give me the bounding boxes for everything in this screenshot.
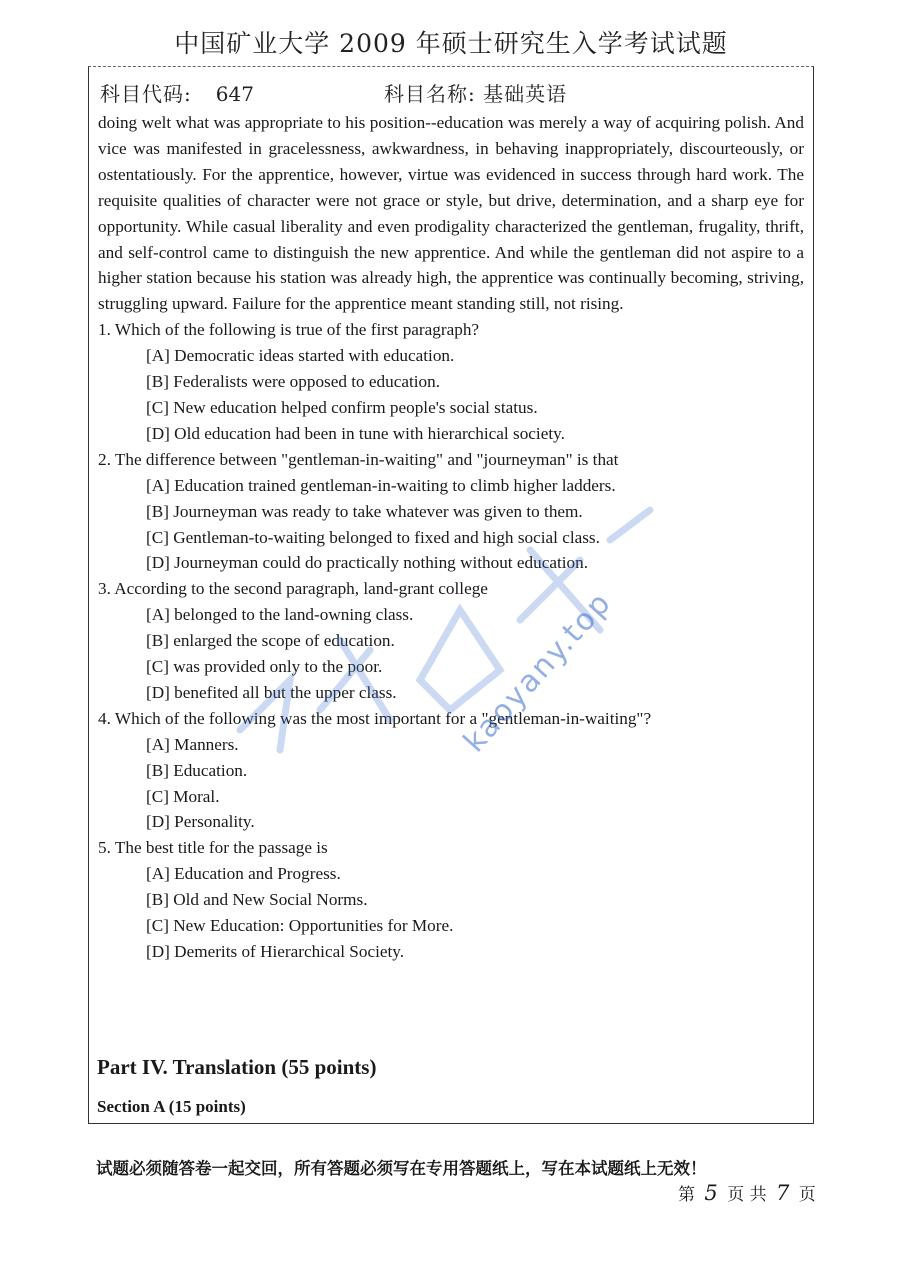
section-heading: Section A (15 points): [97, 1097, 246, 1116]
subject-code-label: 科目代码:: [100, 82, 192, 106]
option-c: [C] was provided only to the poor.: [146, 657, 383, 677]
question-2: [98, 447, 804, 577]
option-d: [D] Demerits of Hierarchical Society.: [146, 942, 405, 961]
question-stem: 1. Which of the following is true of the first paragraph?: [98, 320, 480, 340]
page-suffix: 页: [798, 1185, 816, 1205]
option-c: [C] Moral.: [146, 786, 220, 806]
question-1: [98, 317, 804, 447]
exam-content: [98, 110, 804, 965]
option-b: [B] Education.: [146, 760, 248, 780]
option-a: [A] Education trained gentleman-in-waiting to climb higher ladders.: [146, 475, 616, 495]
option-b: [B] enlarged the scope of education.: [146, 631, 395, 651]
subject-name: 科目名称: 基础英语: [384, 82, 568, 106]
watermark-text: kaoyany.top: [456, 584, 619, 760]
question-5: [98, 835, 804, 965]
option-b: [B] Federalists were opposed to education.: [146, 372, 441, 392]
question-stem: 4. Which of the following was the most important for a "gentleman-in-waiting"?: [98, 708, 652, 728]
question-3: [98, 576, 804, 706]
reading-passage: doing welt what was appropriate to his position--education was merely a way of acquiring polish. And vice was manifested in gracelessness, awkwardness, in behaving inappropriately, discourteously, or ostentatiously. For the apprentice, however, virtue was evidenced in success through hard work. The requisite qualities of character were not grace or style, but drive, determination, and a sharp eye for opportunity. While casual liberality and even prodigality characterized the gentleman, frugality, thrift, and self-control came to distinguish the new apprentice. And while the gentleman did not aspire to a higher station because his station was already high, the apprentice was continually becoming, striving, struggling upward. Failure for the apprentice meant standing still, not rising.: [98, 113, 804, 314]
part-heading: Part IV. Translation (55 points): [97, 1055, 377, 1079]
option-d: [D] benefited all but the upper class.: [146, 682, 397, 702]
option-d: [D] Old education had been in tune with hierarchical society.: [146, 423, 565, 443]
option-a: [A] Democratic ideas started with education.: [146, 346, 455, 366]
subject-info: [100, 78, 800, 107]
option-d: [D] Personality.: [146, 812, 255, 832]
question-stem: 2. The difference between "gentleman-in-waiting" and "journeyman" is that: [98, 449, 619, 469]
question-stem: 3. According to the second paragraph, land-grant college: [98, 579, 488, 599]
question-stem: 5. The best title for the passage is: [98, 838, 328, 858]
exam-title: 中国矿业大学 2009 年硕士研究生入学考试试题: [174, 29, 728, 58]
page-number: [678, 1180, 816, 1205]
option-a: [A] Education and Progress.: [146, 864, 341, 884]
option-c: [C] Gentleman-to-waiting belonged to fixed and high social class.: [146, 527, 600, 547]
footer-instruction: 试题必须随答卷一起交回，所有答题必须写在专用答题纸上，写在本试题纸上无效！: [96, 1159, 707, 1178]
option-c: [C] New Education: Opportunities for More.: [146, 916, 454, 936]
option-b: [B] Journeyman was ready to take whatever was given to them.: [146, 501, 583, 521]
option-a: [A] Manners.: [146, 734, 239, 754]
page-current: 5: [704, 1181, 718, 1205]
subject-code-value: 647: [215, 82, 254, 106]
option-d: [D] Journeyman could do practically nothing without education.: [146, 553, 588, 573]
question-4: [98, 706, 804, 836]
option-c: [C] New education helped confirm people's social status.: [146, 397, 538, 417]
page-mid: 页 共: [727, 1185, 767, 1205]
option-b: [B] Old and New Social Norms.: [146, 890, 368, 910]
page-prefix: 第: [678, 1185, 695, 1205]
option-a: [A] belonged to the land-owning class.: [146, 605, 414, 625]
page-total: 7: [776, 1181, 790, 1205]
